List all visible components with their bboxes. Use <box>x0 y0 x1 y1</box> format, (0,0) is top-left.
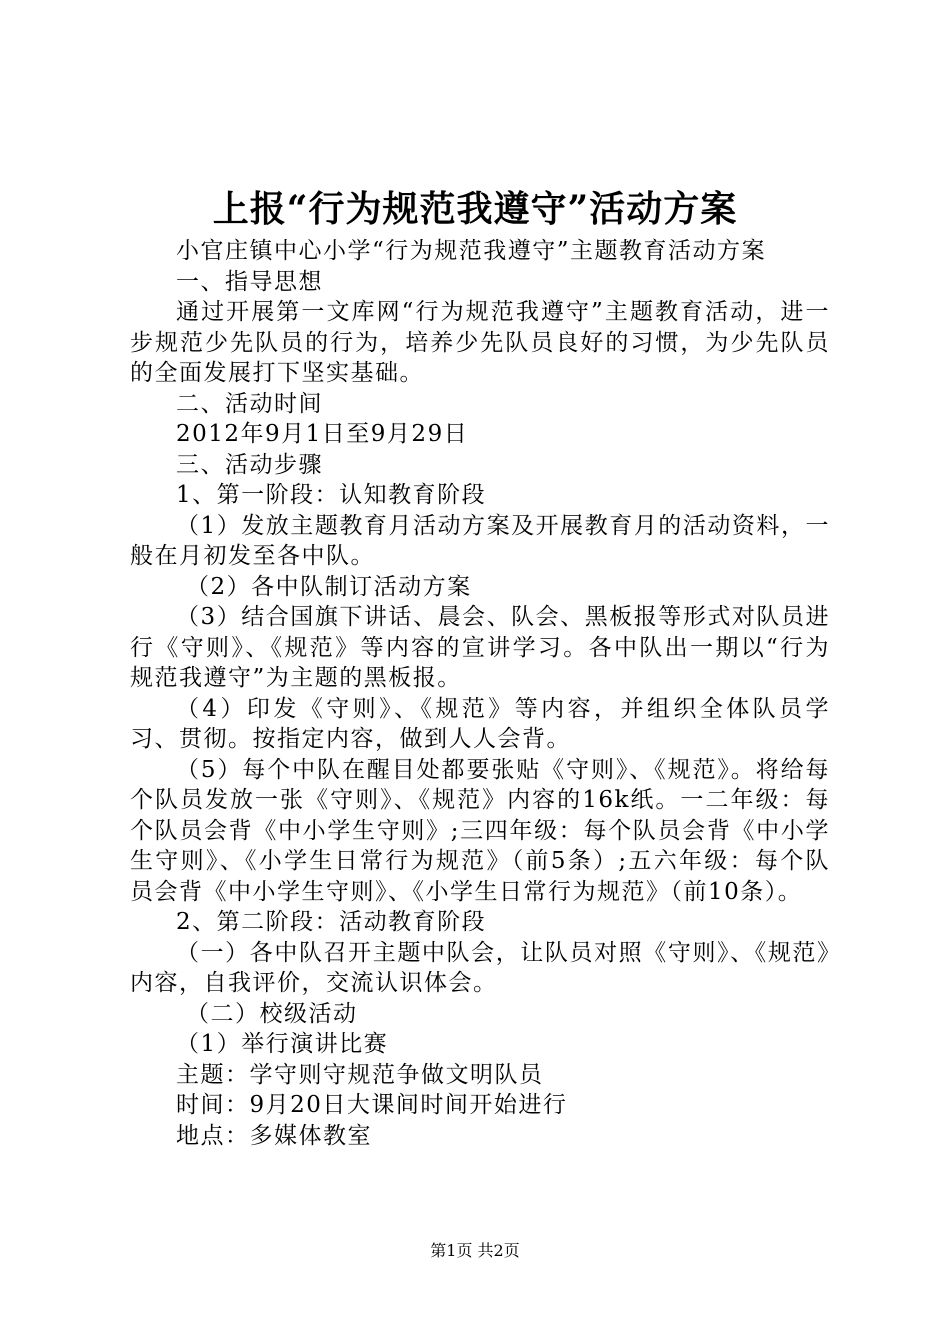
paragraph-step-5: （5）每个中队在醒目处都要张贴《守则》、《规范》。将给每个队员发放一张《守则》、《规范》内容的16k纸。一二年级：每个队员会背《中小学生守则》;三四年级：每个队员会背《中小学生守则》、《小学生日常行为规范》（前5条）;五六年级：每个队员会背《中小学生守则》、《小学生日常行为规范》（前10条）。 <box>130 756 830 905</box>
paragraph-step-2: （2）各中队制订活动方案 <box>186 573 472 600</box>
paragraph-speech-contest: （1）举行演讲比赛 <box>176 1031 389 1057</box>
heading-school-activity: （二）校级活动 <box>186 1000 358 1027</box>
heading-activity-steps: 三、活动步骤 <box>176 451 323 478</box>
heading-activity-time: 二、活动时间 <box>176 390 323 417</box>
document-body <box>130 236 830 1151</box>
paragraph-guiding-ideology: 通过开展第一文库网“行为规范我遵守”主题教育活动，进一步规范少先队员的行为，培养少先队员良好的习惯，为少先队员的全面发展打下坚实基础。 <box>130 299 830 386</box>
document-title: 上报“行为规范我遵守”活动方案 <box>212 188 738 230</box>
heading-guiding-ideology: 一、指导思想 <box>176 268 323 295</box>
heading-stage-one: 1、第一阶段：认知教育阶段 <box>176 482 487 508</box>
paragraph-time: 时间：9月20日大课间时间开始进行 <box>176 1092 568 1118</box>
page-footer: 第1页 共2页 <box>430 1241 520 1260</box>
paragraph-subtitle: 小官庄镇中心小学“行为规范我遵守”主题教育活动方案 <box>176 238 767 264</box>
paragraph-step-3: （3）结合国旗下讲话、晨会、队会、黑板报等形式对队员进行《守则》、《规范》等内容的宣讲学习。各中队出一期以“行为规范我遵守”为主题的黑板报。 <box>130 604 830 691</box>
paragraph-step-4: （4）印发《守则》、《规范》等内容，并组织全体队员学习、贯彻。按指定内容，做到人人会背。 <box>130 695 830 752</box>
paragraph-step-1: （1）发放主题教育月活动方案及开展教育月的活动资料，一般在月初发至各中队。 <box>130 512 830 569</box>
paragraph-theme: 主题：学守则守规范争做文明队员 <box>176 1061 544 1088</box>
heading-stage-two: 2、第二阶段：活动教育阶段 <box>176 909 487 935</box>
paragraph-class-meeting: （一）各中队召开主题中队会，让队员对照《守则》、《规范》内容，自我评价，交流认识体会。 <box>130 939 830 996</box>
paragraph-activity-dates: 2012年9月1日至9月29日 <box>176 421 469 447</box>
paragraph-location: 地点：多媒体教室 <box>176 1122 372 1149</box>
